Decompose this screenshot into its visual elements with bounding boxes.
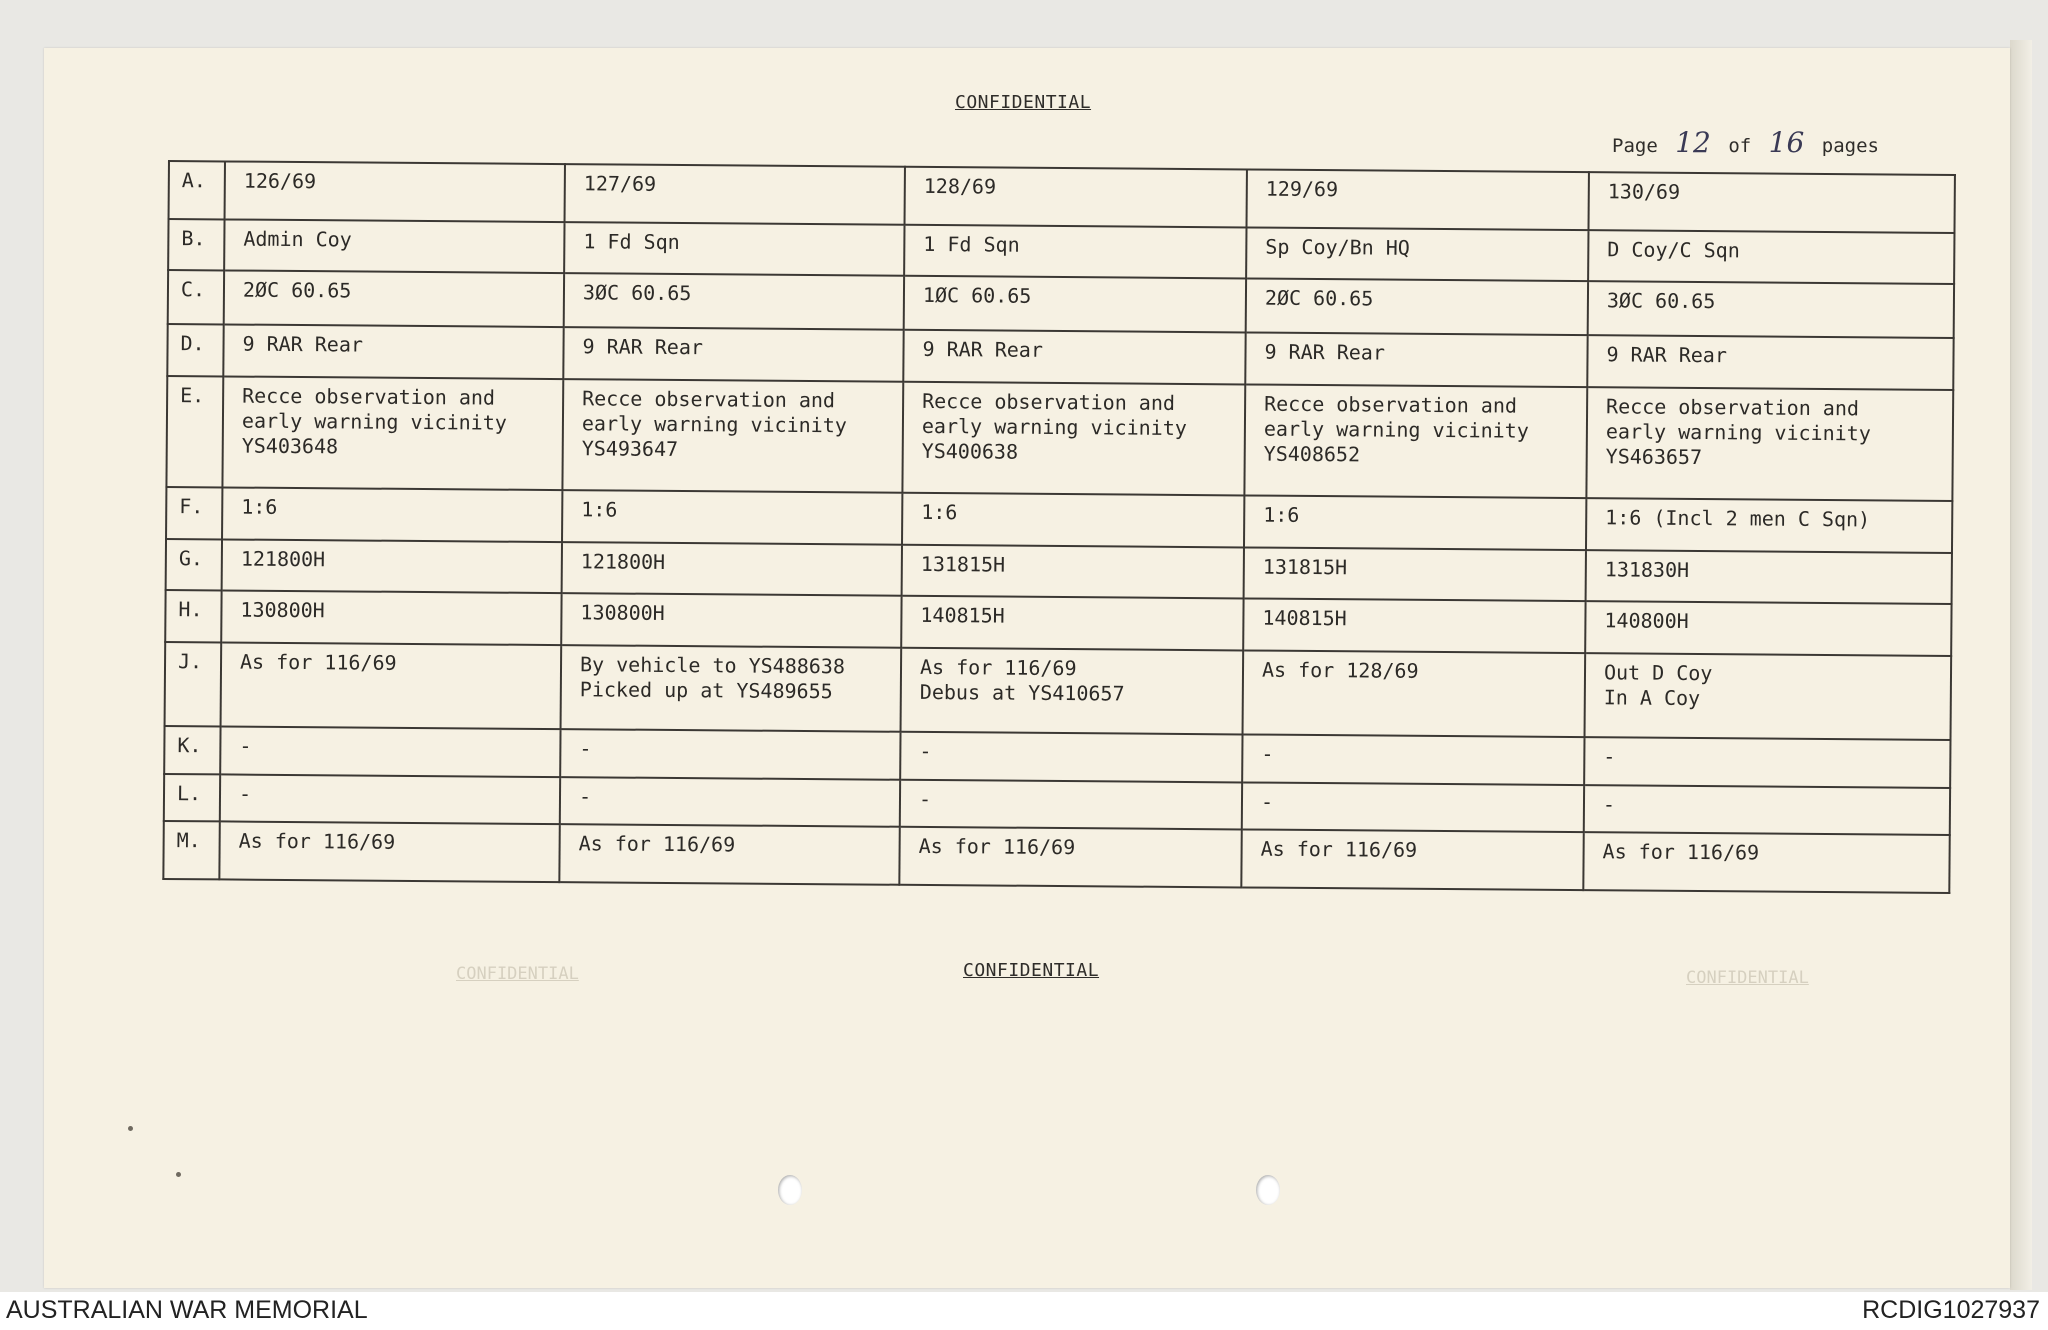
row-label: H.	[165, 590, 221, 642]
table-cell: 1 Fd Sqn	[904, 225, 1246, 279]
table-cell: 1:6	[562, 490, 902, 544]
table-cell: 1:6	[902, 493, 1244, 547]
table-cell: -	[220, 727, 560, 777]
table-cell: 128/69	[905, 167, 1247, 227]
table-cell: -	[1242, 735, 1584, 785]
table-cell: 9 RAR Rear	[223, 324, 563, 378]
table-cell: -	[560, 777, 900, 827]
row-label: L.	[164, 774, 220, 822]
table-cell: As for 116/69	[559, 824, 899, 884]
table-cell: As for 128/69	[1243, 650, 1586, 737]
table-cell: As for 116/69	[899, 827, 1241, 887]
table-cell: By vehicle to YS488638 Picked up at YS489655	[561, 645, 902, 732]
table-cell: -	[1242, 782, 1584, 832]
table-cell: -	[1584, 785, 1950, 835]
row-label: M.	[163, 821, 219, 879]
paper-speck	[128, 1126, 133, 1131]
table-cell: 2ØC 60.65	[1246, 279, 1588, 335]
table-cell: 3ØC 60.65	[1588, 282, 1954, 339]
table-cell: As for 116/69 Debus at YS410657	[901, 647, 1244, 734]
table-cell: 131830H	[1586, 550, 1952, 604]
page-indicator	[1612, 126, 1879, 159]
table-cell: 9 RAR Rear	[1245, 332, 1587, 386]
table-cell: 2ØC 60.65	[224, 271, 564, 327]
table-cell: Recce observation and early warning vicinity YS400638	[902, 381, 1245, 495]
row-label: C.	[168, 270, 224, 324]
bleed-through-classification-left: CONFIDENTIAL	[456, 964, 579, 984]
table-cell: 121800H	[562, 542, 902, 596]
page-suffix: pages	[1821, 135, 1879, 157]
row-label: A.	[169, 161, 225, 219]
row-label: F.	[166, 487, 222, 539]
table-cell: As for 116/69	[1241, 830, 1583, 890]
page-prefix: Page	[1612, 135, 1658, 157]
table-cell: Recce observation and early warning vicinity YS493647	[562, 379, 903, 493]
page-number-handwritten: 12	[1675, 126, 1711, 159]
table-cell: 1ØC 60.65	[904, 276, 1246, 332]
table-cell: 130/69	[1588, 172, 1954, 233]
row-label: B.	[168, 219, 224, 271]
classification-header: CONFIDENTIAL	[955, 92, 1092, 113]
row-label: G.	[166, 539, 222, 591]
paper-edge	[2010, 40, 2032, 1290]
table-cell: -	[220, 774, 560, 824]
table-cell: Recce observation and early warning vicinity YS408652	[1244, 384, 1587, 498]
page-of: of	[1728, 135, 1752, 157]
table-cell: 121800H	[222, 539, 562, 593]
table-cell: -	[900, 732, 1242, 782]
table-cell: -	[900, 780, 1242, 830]
table-row-e	[166, 376, 1953, 501]
table-cell: 130800H	[561, 593, 901, 647]
archive-reference: RCDIG1027937	[1862, 1296, 2040, 1324]
row-label: J.	[165, 642, 222, 727]
paper-speck	[176, 1172, 181, 1177]
page-total-handwritten: 16	[1768, 126, 1805, 159]
table-cell: 1:6	[222, 487, 562, 541]
punch-hole-right	[1256, 1175, 1280, 1205]
table-cell: 140815H	[901, 596, 1243, 650]
table-cell: Out D Coy In A Coy	[1585, 653, 1952, 740]
table-cell: 9 RAR Rear	[563, 327, 903, 381]
table-cell: 140815H	[1243, 599, 1585, 653]
table-cell: 140800H	[1585, 601, 1951, 655]
classification-footer: CONFIDENTIAL	[963, 960, 1100, 981]
table-row-j	[165, 642, 1952, 741]
table-cell: 126/69	[225, 161, 565, 221]
table-cell: D Coy/C Sqn	[1588, 230, 1954, 284]
table-cell: 131815H	[902, 544, 1244, 598]
table-cell: Recce observation and early warning vicinity YS463657	[1586, 387, 1953, 501]
table-cell: As for 116/69	[219, 822, 559, 882]
table-cell: 9 RAR Rear	[903, 330, 1245, 384]
table-cell: As for 116/69	[1583, 832, 1949, 893]
table-cell: -	[560, 729, 900, 779]
table-cell: 131815H	[1244, 547, 1586, 601]
archive-name: AUSTRALIAN WAR MEMORIAL	[6, 1296, 368, 1324]
table-cell: As for 116/69	[221, 642, 562, 729]
table-cell: 1:6	[1244, 495, 1586, 549]
row-label: K.	[164, 726, 220, 774]
bleed-through-classification-right: CONFIDENTIAL	[1686, 968, 1809, 988]
table-cell: 3ØC 60.65	[564, 273, 904, 329]
row-label: E.	[166, 376, 223, 488]
table-cell: 130800H	[221, 591, 561, 645]
table-cell: 1 Fd Sqn	[564, 222, 904, 276]
punch-hole-left	[778, 1175, 802, 1205]
table-cell: -	[1584, 737, 1950, 787]
orders-table	[162, 160, 1956, 894]
row-label: D.	[167, 324, 223, 376]
table-cell: 1:6 (Incl 2 men C Sqn)	[1586, 498, 1952, 552]
table-cell: Recce observation and early warning vicinity YS403648	[222, 376, 563, 490]
table-cell: 129/69	[1247, 169, 1589, 229]
table-cell: Admin Coy	[224, 219, 564, 273]
table-cell: 9 RAR Rear	[1587, 335, 1953, 389]
table-cell: Sp Coy/Bn HQ	[1246, 227, 1588, 281]
table-cell: 127/69	[565, 164, 905, 224]
